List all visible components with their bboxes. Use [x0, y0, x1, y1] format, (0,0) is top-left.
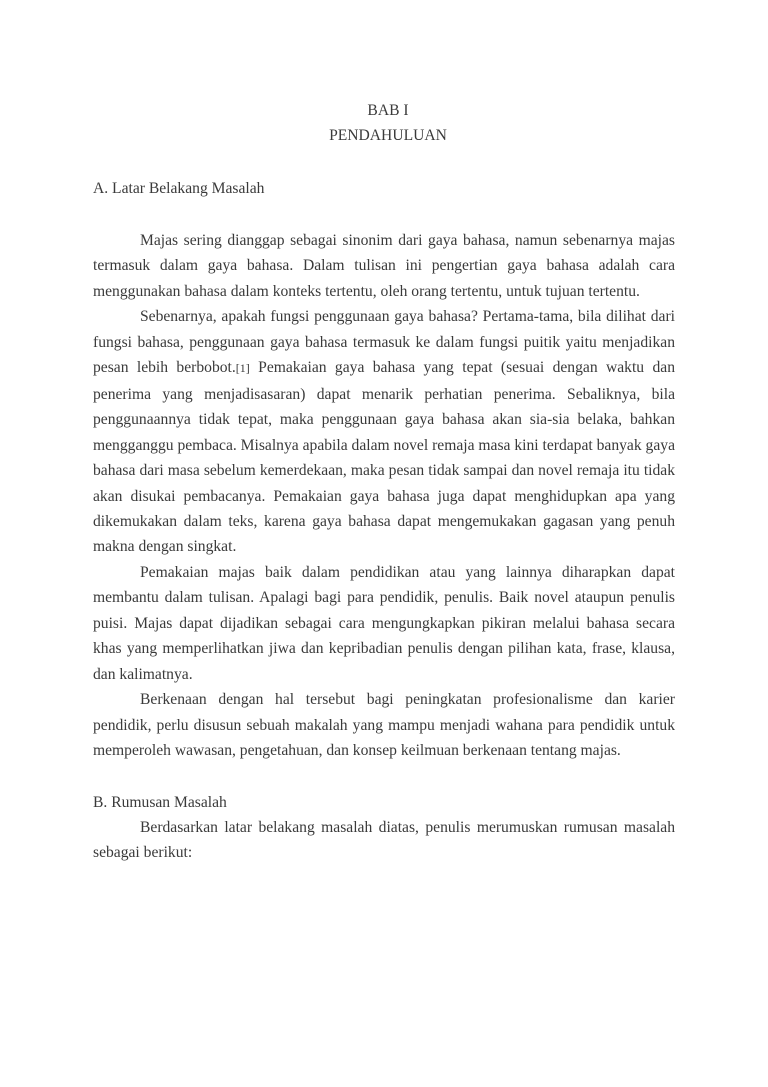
chapter-heading [93, 98, 675, 148]
section-a-paragraph-2 [93, 304, 675, 560]
section-b-paragraph-1: Berdasarkan latar belakang masalah diatas, penulis merumuskan rumusan masalah sebagai berikut: [93, 818, 675, 861]
paragraph-2-text-start: Sebenarnya, apakah fungsi penggunaan gaya bahasa? Pertama-tama, bila dilihat dari fungsi bahasa, penggunaan gaya bahasa termasuk ke dalam fungsi puitik yaitu menjadikan pesan lebih berbobot. [93, 308, 675, 377]
paragraph-2-text-end: Pemakaian gaya bahasa yang tepat (sesuai dengan waktu dan penerima yang menjadisasaran) dapat menarik perhatian penerima. Sebaliknya, bila penggunaannya tidak tepat, maka penggunaan gaya bahasa akan sia-sia belaka, bahkan mengganggu pembaca. Misalnya apabila dalam novel remaja masa kini terdapat banyak gaya bahasa dari masa sebelum kemerdekaan, maka pesan tidak sampai dan novel remaja itu tidak akan disukai pembacanya. Pemakaian gaya bahasa juga dapat menghidupkan apa yang dikemukakan dalam teks, karena gaya bahasa dapat mengemukakan gagasan yang penuh makna dengan singkat. [93, 359, 675, 556]
page-content [93, 98, 675, 865]
section-a-paragraph-1: Majas sering dianggap sebagai sinonim dari gaya bahasa, namun sebenarnya majas termasuk dalam gaya bahasa. Dalam tulisan ini pengertian gaya bahasa adalah cara menggunakan bahasa dalam konteks tertentu, oleh orang tertentu, untuk tujuan tertentu. [93, 232, 675, 300]
footnote-reference-link[interactable]: [1] [235, 361, 250, 376]
chapter-number: BAB I [367, 102, 409, 119]
section-b-title: B. Rumusan Masalah [93, 793, 227, 811]
section-a-paragraph-3: Pemakaian majas baik dalam pendidikan atau yang lainnya diharapkan dapat membantu dalam tulisan. Apalagi bagi para pendidik, penulis. Baik novel ataupun penulis puisi. Majas dapat dijadikan sebagai cara mengungkapkan pikiran melalui bahasa secara khas yang memperlihatkan jiwa dan kepribadian penulis dengan pilihan kata, frase, klausa, dan kalimatnya. [93, 563, 675, 683]
chapter-title: PENDAHULUAN [329, 127, 447, 144]
section-a-paragraph-4: Berkenaan dengan hal tersebut bagi peningkatan profesionalisme dan karier pendidik, perlu disusun sebuah makalah yang mampu menjadi wahana para pendidik untuk memperoleh wawasan, pengetahuan, dan konsep keilmuan berkenaan tentang majas. [93, 691, 675, 760]
section-a-title: A. Latar Belakang Masalah [93, 180, 265, 197]
